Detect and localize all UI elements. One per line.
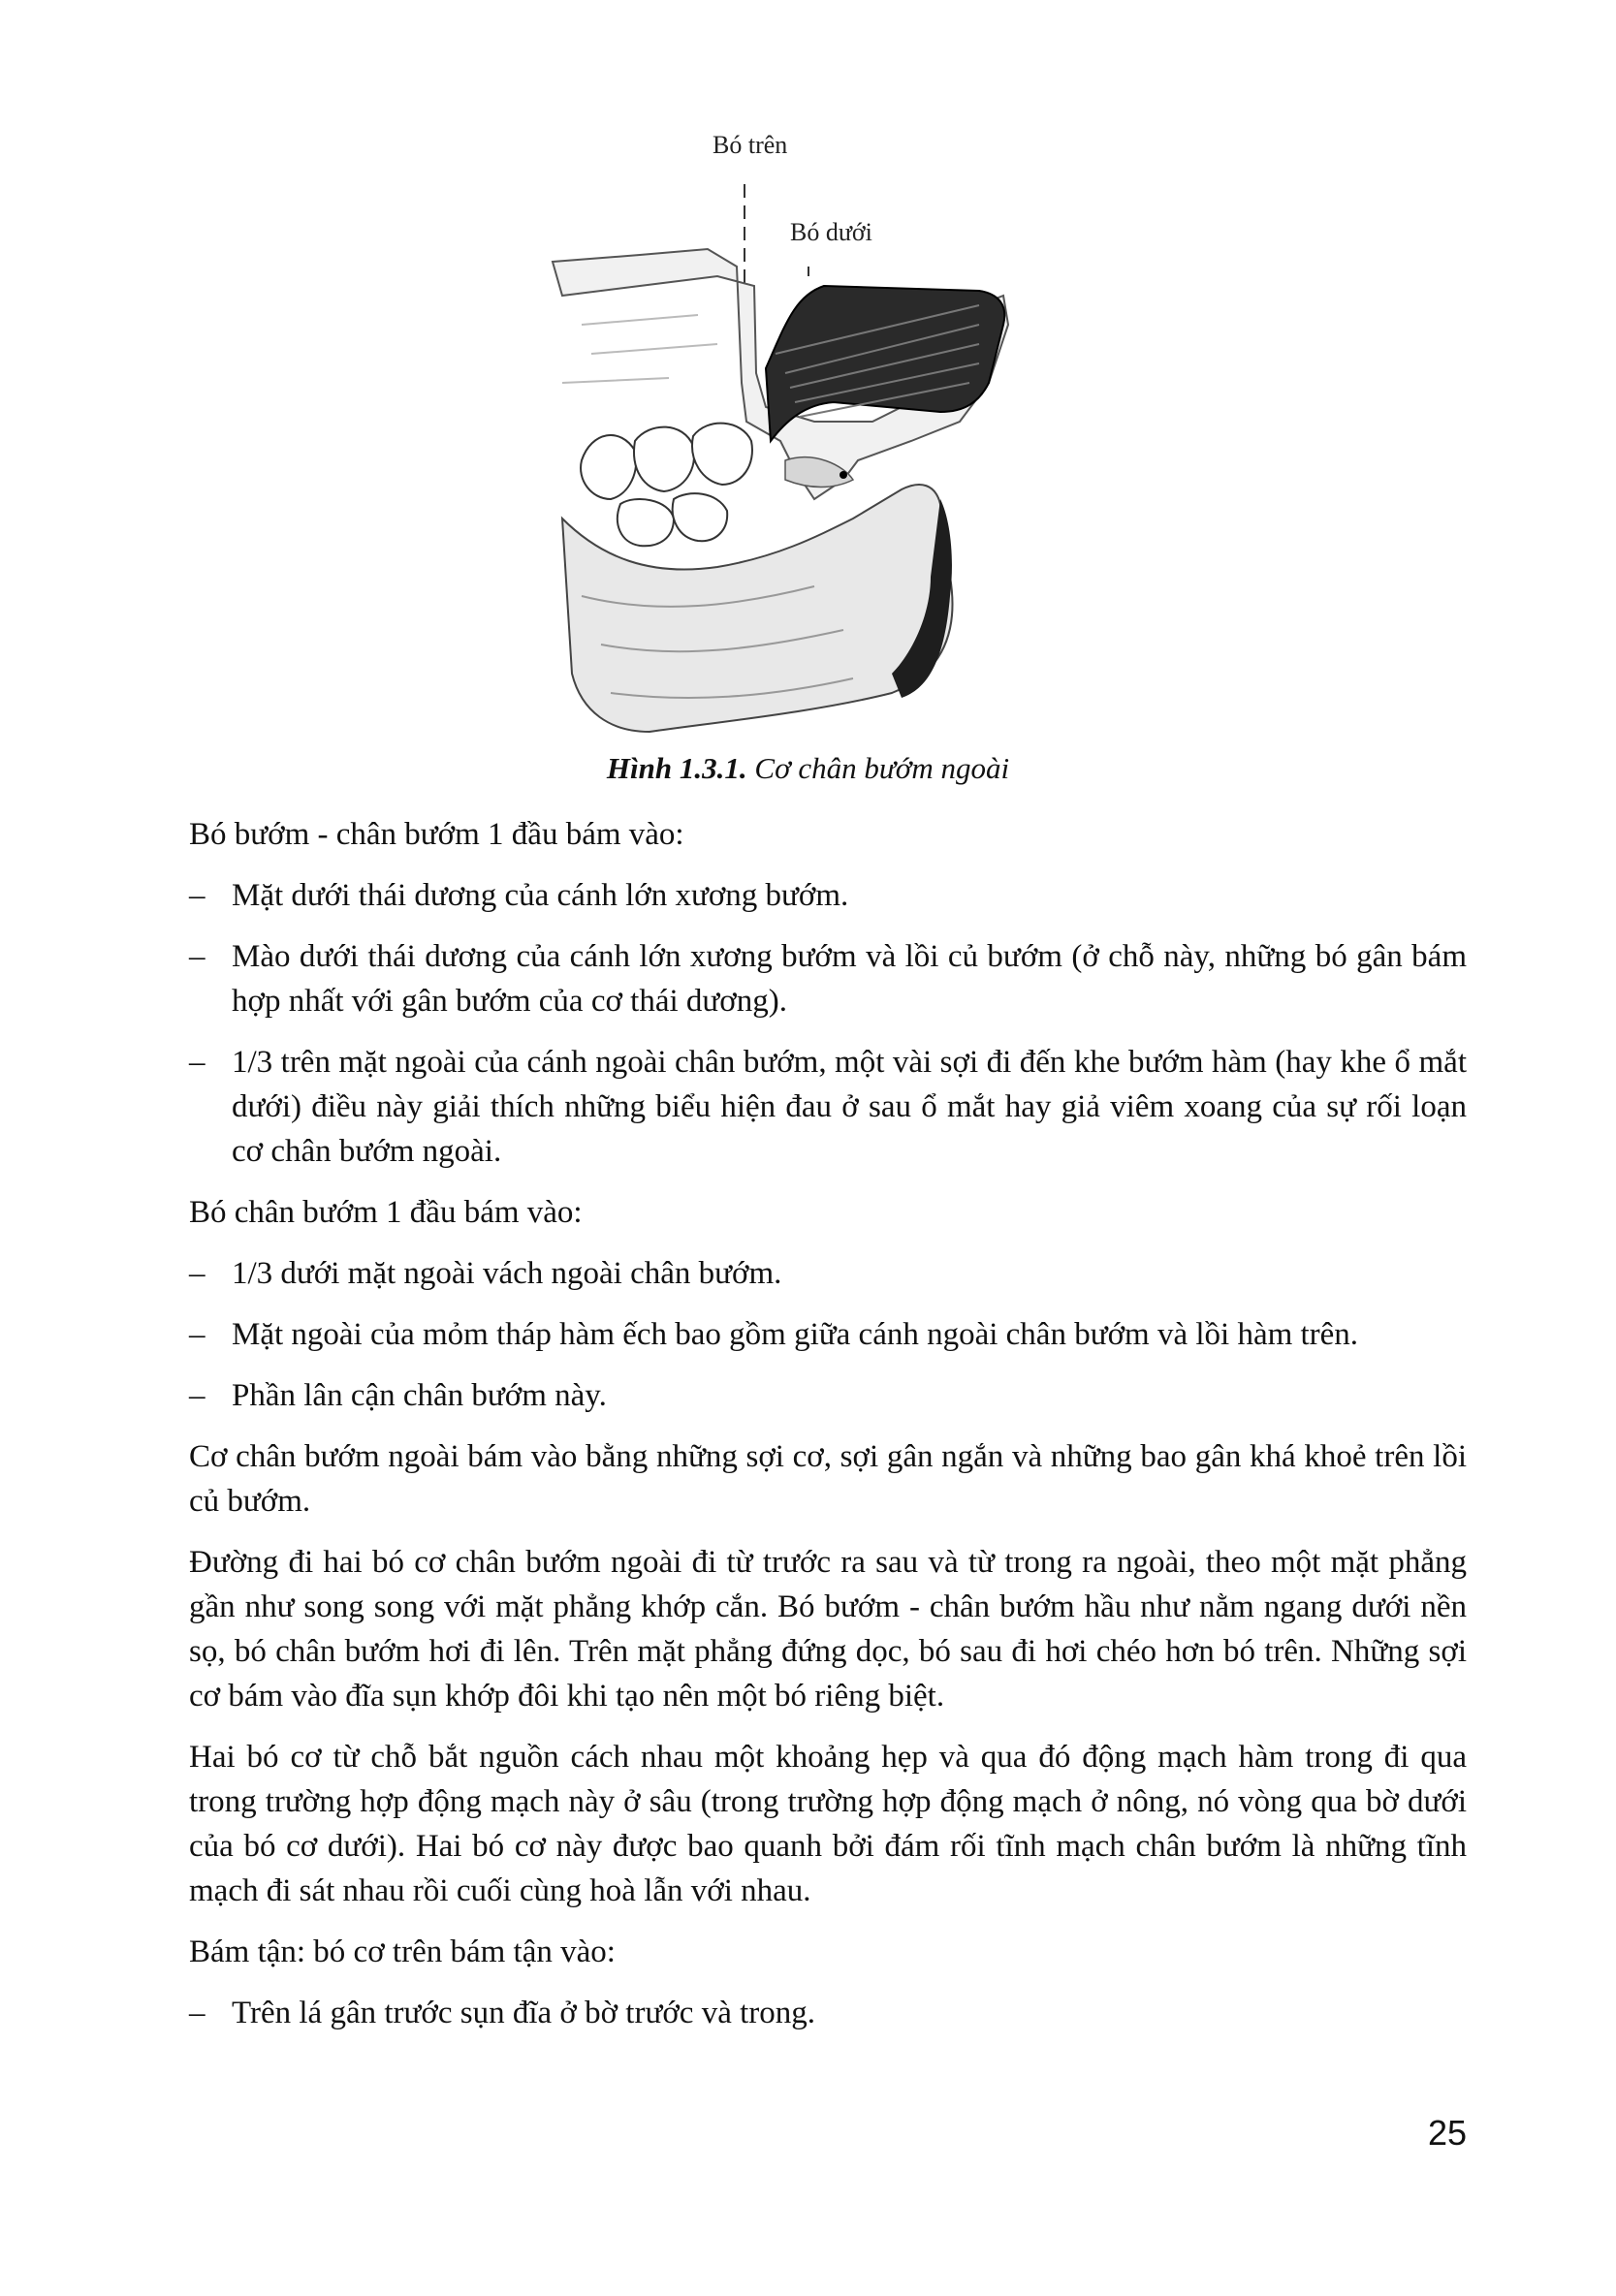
label-lower-bundle: Bó dưới — [790, 218, 872, 246]
list-dash: – — [189, 1378, 206, 1413]
list-item — [189, 1040, 1467, 1174]
list-item-text: Mặt dưới thái dương của cánh lớn xương bướm. — [232, 878, 849, 913]
list-item-text: 1/3 trên mặt ngoài của cánh ngoài chân bướm, một vài sợi đi đến khe bướm hàm (hay khe ổ mắt dưới) điều này giải thích những biểu hiện đau ở sau ổ mắt hay giả viêm xoang của sự rối loạn cơ chân bướm ngoài. — [232, 1045, 1467, 1169]
body-text — [189, 812, 1467, 2052]
list-item — [189, 873, 1467, 918]
page-number: 25 — [1427, 2113, 1467, 2153]
list-item-text: Phần lân cận chân bướm này. — [232, 1378, 607, 1413]
list-dash: – — [189, 939, 206, 974]
list-item-text: Mào dưới thái dương của cánh lớn xương bướm và lồi củ bướm (ở chỗ này, những bó gân bám hợp nhất với gân bướm của cơ thái dương). — [232, 939, 1467, 1019]
list-dash: – — [189, 1317, 206, 1352]
list-dash: – — [189, 1045, 206, 1080]
figure-caption-number: Hình 1.3.1. — [606, 751, 747, 785]
paragraph: Bó chân bướm 1 đầu bám vào: — [189, 1195, 583, 1230]
list-item-text: Trên lá gân trước sụn đĩa ở bờ trước và trong. — [232, 1996, 815, 2030]
figure-caption-text: Cơ chân bướm ngoài — [754, 751, 1010, 785]
paragraph: Bó bướm - chân bướm 1 đầu bám vào: — [189, 817, 684, 852]
list-item — [189, 1312, 1467, 1357]
list-item — [189, 1251, 1467, 1296]
anatomy-figure — [523, 131, 1047, 741]
list-dash: – — [189, 878, 206, 913]
figure-caption — [0, 751, 1616, 786]
label-upper-bundle: Bó trên — [713, 131, 788, 159]
list-dash: – — [189, 1256, 206, 1291]
paragraph: Cơ chân bướm ngoài bám vào bằng những sợi cơ, sợi gân ngắn và những bao gân khá khoẻ trên lồi củ bướm. — [189, 1439, 1467, 1519]
paragraph: Hai bó cơ từ chỗ bắt nguồn cách nhau một khoảng hẹp và qua đó động mạch hàm trong đi qua trong trường hợp động mạch này ở sâu (trong trường hợp động mạch ở nông, nó vòng qua bờ dưới của bó cơ dưới). Hai bó cơ này được bao quanh bởi đám rối tĩnh mạch chân bướm là những tĩnh mạch đi sát nhau rồi cuối cùng hoà lẫn với nhau. — [189, 1740, 1467, 1908]
pterygoid-muscle-illustration — [523, 131, 1047, 741]
paragraph: Bám tận: bó cơ trên bám tận vào: — [189, 1934, 616, 1969]
list-item-text: 1/3 dưới mặt ngoài vách ngoài chân bướm. — [232, 1256, 782, 1291]
list-dash: – — [189, 1996, 206, 2030]
list-item — [189, 1991, 1467, 2035]
list-item-text: Mặt ngoài của mỏm tháp hàm ếch bao gồm giữa cánh ngoài chân bướm và lồi hàm trên. — [232, 1317, 1359, 1352]
paragraph: Đường đi hai bó cơ chân bướm ngoài đi từ trước ra sau và từ trong ra ngoài, theo một mặt phẳng gần như song song với mặt phẳng khớp cắn. Bó bướm - chân bướm hầu như nằm ngang dưới nền sọ, bó chân bướm hơi đi lên. Trên mặt phẳng đứng dọc, bó sau đi hơi chéo hơn bó trên. Những sợi cơ bám vào đĩa sụn khớp đôi khi tạo nên một bó riêng biệt. — [189, 1545, 1467, 1714]
list-item — [189, 934, 1467, 1023]
list-item — [189, 1373, 1467, 1418]
